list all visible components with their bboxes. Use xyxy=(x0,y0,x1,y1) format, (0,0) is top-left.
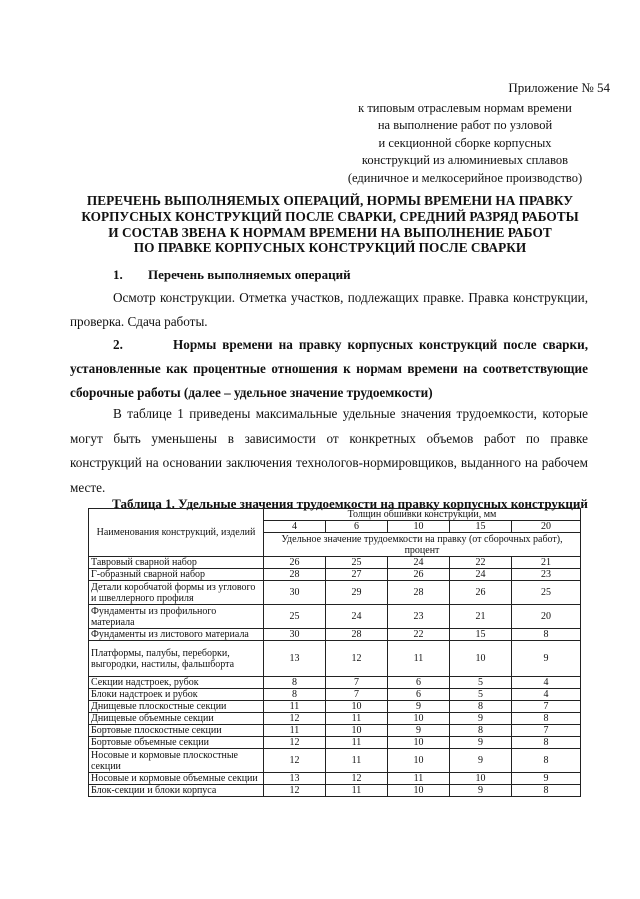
row-value: 7 xyxy=(512,725,581,737)
row-value: 30 xyxy=(264,581,326,605)
norms-table xyxy=(88,508,581,797)
row-value: 11 xyxy=(326,749,388,773)
row-name: Днищевые объемные секции xyxy=(89,713,264,725)
title-line: И СОСТАВ ЗВЕНА К НОРМАМ ВРЕМЕНИ НА ВЫПОЛНЕНИЕ РАБОТ xyxy=(108,224,552,240)
row-value: 27 xyxy=(326,569,388,581)
row-name: Фундаменты из профильного материала xyxy=(89,605,264,629)
appendix-subtitle xyxy=(320,100,610,187)
row-value: 12 xyxy=(264,737,326,749)
table-row xyxy=(89,689,581,701)
row-value: 21 xyxy=(450,605,512,629)
row-value: 24 xyxy=(450,569,512,581)
row-value: 25 xyxy=(264,605,326,629)
table-row xyxy=(89,725,581,737)
name-column-header: Наименования конструкций, изделий xyxy=(89,509,264,557)
row-name: Бортовые объемные секции xyxy=(89,737,264,749)
row-value: 24 xyxy=(326,605,388,629)
row-value: 10 xyxy=(388,785,450,797)
row-value: 11 xyxy=(264,725,326,737)
row-value: 4 xyxy=(512,689,581,701)
title-line: ПЕРЕЧЕНЬ ВЫПОЛНЯЕМЫХ ОПЕРАЦИЙ, НОРМЫ ВРЕМЕНИ НА ПРАВКУ xyxy=(86,193,574,208)
subtitle-line: (единичное и мелкосерийное производство) xyxy=(347,170,583,185)
row-value: 11 xyxy=(326,713,388,725)
thickness-value: 15 xyxy=(450,521,512,533)
row-value: 10 xyxy=(450,773,512,785)
subtitle-line: и секционной сборке корпусных xyxy=(378,135,552,150)
row-value: 28 xyxy=(264,569,326,581)
section-1-number: 1. xyxy=(113,267,123,282)
section-2-text: В таблице 1 приведены максимальные удельные значения трудоемкости, которые могут быть уменьшены в зависимости от конкретных объемов работ по правке конструкций на основании заключения технологов-нормировщиков, выданного на рабочем месте. xyxy=(70,406,588,495)
thickness-header: Толщин обшивки конструкции, мм xyxy=(264,509,581,521)
table-row xyxy=(89,581,581,605)
row-value: 23 xyxy=(512,569,581,581)
document-title xyxy=(70,193,590,256)
row-name: Блок-секции и блоки корпуса xyxy=(89,785,264,797)
row-value: 6 xyxy=(388,677,450,689)
row-name: Детали коробчатой формы из углового и швеллерного профиля xyxy=(89,581,264,605)
row-value: 13 xyxy=(264,773,326,785)
row-value: 8 xyxy=(512,629,581,641)
row-value: 12 xyxy=(326,773,388,785)
section-2-number: 2. xyxy=(113,337,123,352)
row-value: 9 xyxy=(388,725,450,737)
row-name: Секции надстроек, рубок xyxy=(89,677,264,689)
table-row xyxy=(89,557,581,569)
row-value: 8 xyxy=(264,689,326,701)
row-name: Носовые и кормовые плоскостные секции xyxy=(89,749,264,773)
title-line: ПО ПРАВКЕ КОРПУСНЫХ КОНСТРУКЦИЙ ПОСЛЕ СВАРКИ xyxy=(133,240,527,256)
subtitle-line: к типовым отраслевым нормам времени xyxy=(358,101,572,115)
row-value: 28 xyxy=(326,629,388,641)
row-value: 8 xyxy=(512,785,581,797)
row-value: 26 xyxy=(264,557,326,569)
section-1-text: Осмотр конструкции. Отметка участков, подлежащих правке. Правка конструкции, проверка. Сдача работы. xyxy=(70,290,588,329)
row-value: 8 xyxy=(450,725,512,737)
row-value: 9 xyxy=(450,737,512,749)
table-caption: Таблица 1. Удельные значения трудоемкости на правку корпусных конструкций xyxy=(112,496,588,511)
row-name: Носовые и кормовые объемные секции xyxy=(89,773,264,785)
row-value: 9 xyxy=(450,749,512,773)
row-value: 4 xyxy=(512,677,581,689)
row-value: 5 xyxy=(450,677,512,689)
section-1-heading: Перечень выполняемых операций xyxy=(148,267,351,282)
row-value: 9 xyxy=(512,773,581,785)
section-2-paragraph xyxy=(70,333,588,405)
row-name: Днищевые плоскостные секции xyxy=(89,701,264,713)
row-value: 9 xyxy=(450,785,512,797)
row-value: 12 xyxy=(264,749,326,773)
row-value: 10 xyxy=(326,725,388,737)
row-name: Фундаменты из листового материала xyxy=(89,629,264,641)
row-value: 11 xyxy=(326,737,388,749)
thickness-value: 20 xyxy=(512,521,581,533)
row-value: 12 xyxy=(264,713,326,725)
table-row xyxy=(89,785,581,797)
row-value: 26 xyxy=(450,581,512,605)
row-name: Бортовые плоскостные секции xyxy=(89,725,264,737)
table-row xyxy=(89,569,581,581)
row-value: 9 xyxy=(388,701,450,713)
row-value: 26 xyxy=(388,569,450,581)
row-value: 20 xyxy=(512,605,581,629)
table-row xyxy=(89,701,581,713)
row-value: 11 xyxy=(388,641,450,677)
row-value: 29 xyxy=(326,581,388,605)
row-value: 9 xyxy=(512,641,581,677)
row-name: Тавровый сварной набор xyxy=(89,557,264,569)
row-name: Блоки надстроек и рубок xyxy=(89,689,264,701)
subtitle-line: конструкций из алюминиевых сплавов xyxy=(361,153,569,168)
row-value: 8 xyxy=(512,749,581,773)
row-value: 25 xyxy=(512,581,581,605)
table-row xyxy=(89,713,581,725)
row-value: 9 xyxy=(450,713,512,725)
table-row xyxy=(89,629,581,641)
row-value: 22 xyxy=(388,629,450,641)
row-value: 25 xyxy=(326,557,388,569)
row-value: 7 xyxy=(326,689,388,701)
subtitle-line: на выполнение работ по узловой xyxy=(377,118,553,133)
row-value: 11 xyxy=(326,785,388,797)
row-value: 12 xyxy=(326,641,388,677)
thickness-value: 10 xyxy=(388,521,450,533)
row-value: 8 xyxy=(264,677,326,689)
row-value: 8 xyxy=(512,737,581,749)
row-value: 30 xyxy=(264,629,326,641)
table-row xyxy=(89,737,581,749)
row-value: 10 xyxy=(388,737,450,749)
row-value: 11 xyxy=(388,773,450,785)
row-value: 7 xyxy=(512,701,581,713)
table-row xyxy=(89,677,581,689)
row-value: 6 xyxy=(388,689,450,701)
row-value: 23 xyxy=(388,605,450,629)
row-value: 10 xyxy=(388,713,450,725)
row-value: 11 xyxy=(264,701,326,713)
row-value: 10 xyxy=(450,641,512,677)
table-row xyxy=(89,605,581,629)
thickness-value: 6 xyxy=(326,521,388,533)
table-row xyxy=(89,749,581,773)
row-value: 21 xyxy=(512,557,581,569)
row-value: 8 xyxy=(512,713,581,725)
row-name: Платформы, палубы, переборки, выгородки, настилы, фальшборта xyxy=(89,641,264,677)
title-line: КОРПУСНЫХ КОНСТРУКЦИЙ ПОСЛЕ СВАРКИ, СРЕДНИЙ РАЗРЯД РАБОТЫ xyxy=(81,208,579,224)
section-2-heading: Нормы времени на правку корпусных конструкций после сварки, установленные как процентные отношения к нормам времени на соответствующие сборочные работы (далее – удельное значение трудоемкости) xyxy=(70,337,588,400)
row-value: 8 xyxy=(450,701,512,713)
row-value: 10 xyxy=(326,701,388,713)
row-value: 24 xyxy=(388,557,450,569)
thickness-value: 4 xyxy=(264,521,326,533)
row-name: Г-образный сварной набор xyxy=(89,569,264,581)
value-header: Удельное значение трудоемкости на правку (от сборочных работ), процент xyxy=(264,533,581,557)
row-value: 28 xyxy=(388,581,450,605)
row-value: 12 xyxy=(264,785,326,797)
row-value: 15 xyxy=(450,629,512,641)
table-row xyxy=(89,773,581,785)
table-row xyxy=(89,641,581,677)
row-value: 5 xyxy=(450,689,512,701)
row-value: 10 xyxy=(388,749,450,773)
appendix-number: Приложение № 54 xyxy=(508,80,610,95)
row-value: 7 xyxy=(326,677,388,689)
row-value: 22 xyxy=(450,557,512,569)
row-value: 13 xyxy=(264,641,326,677)
